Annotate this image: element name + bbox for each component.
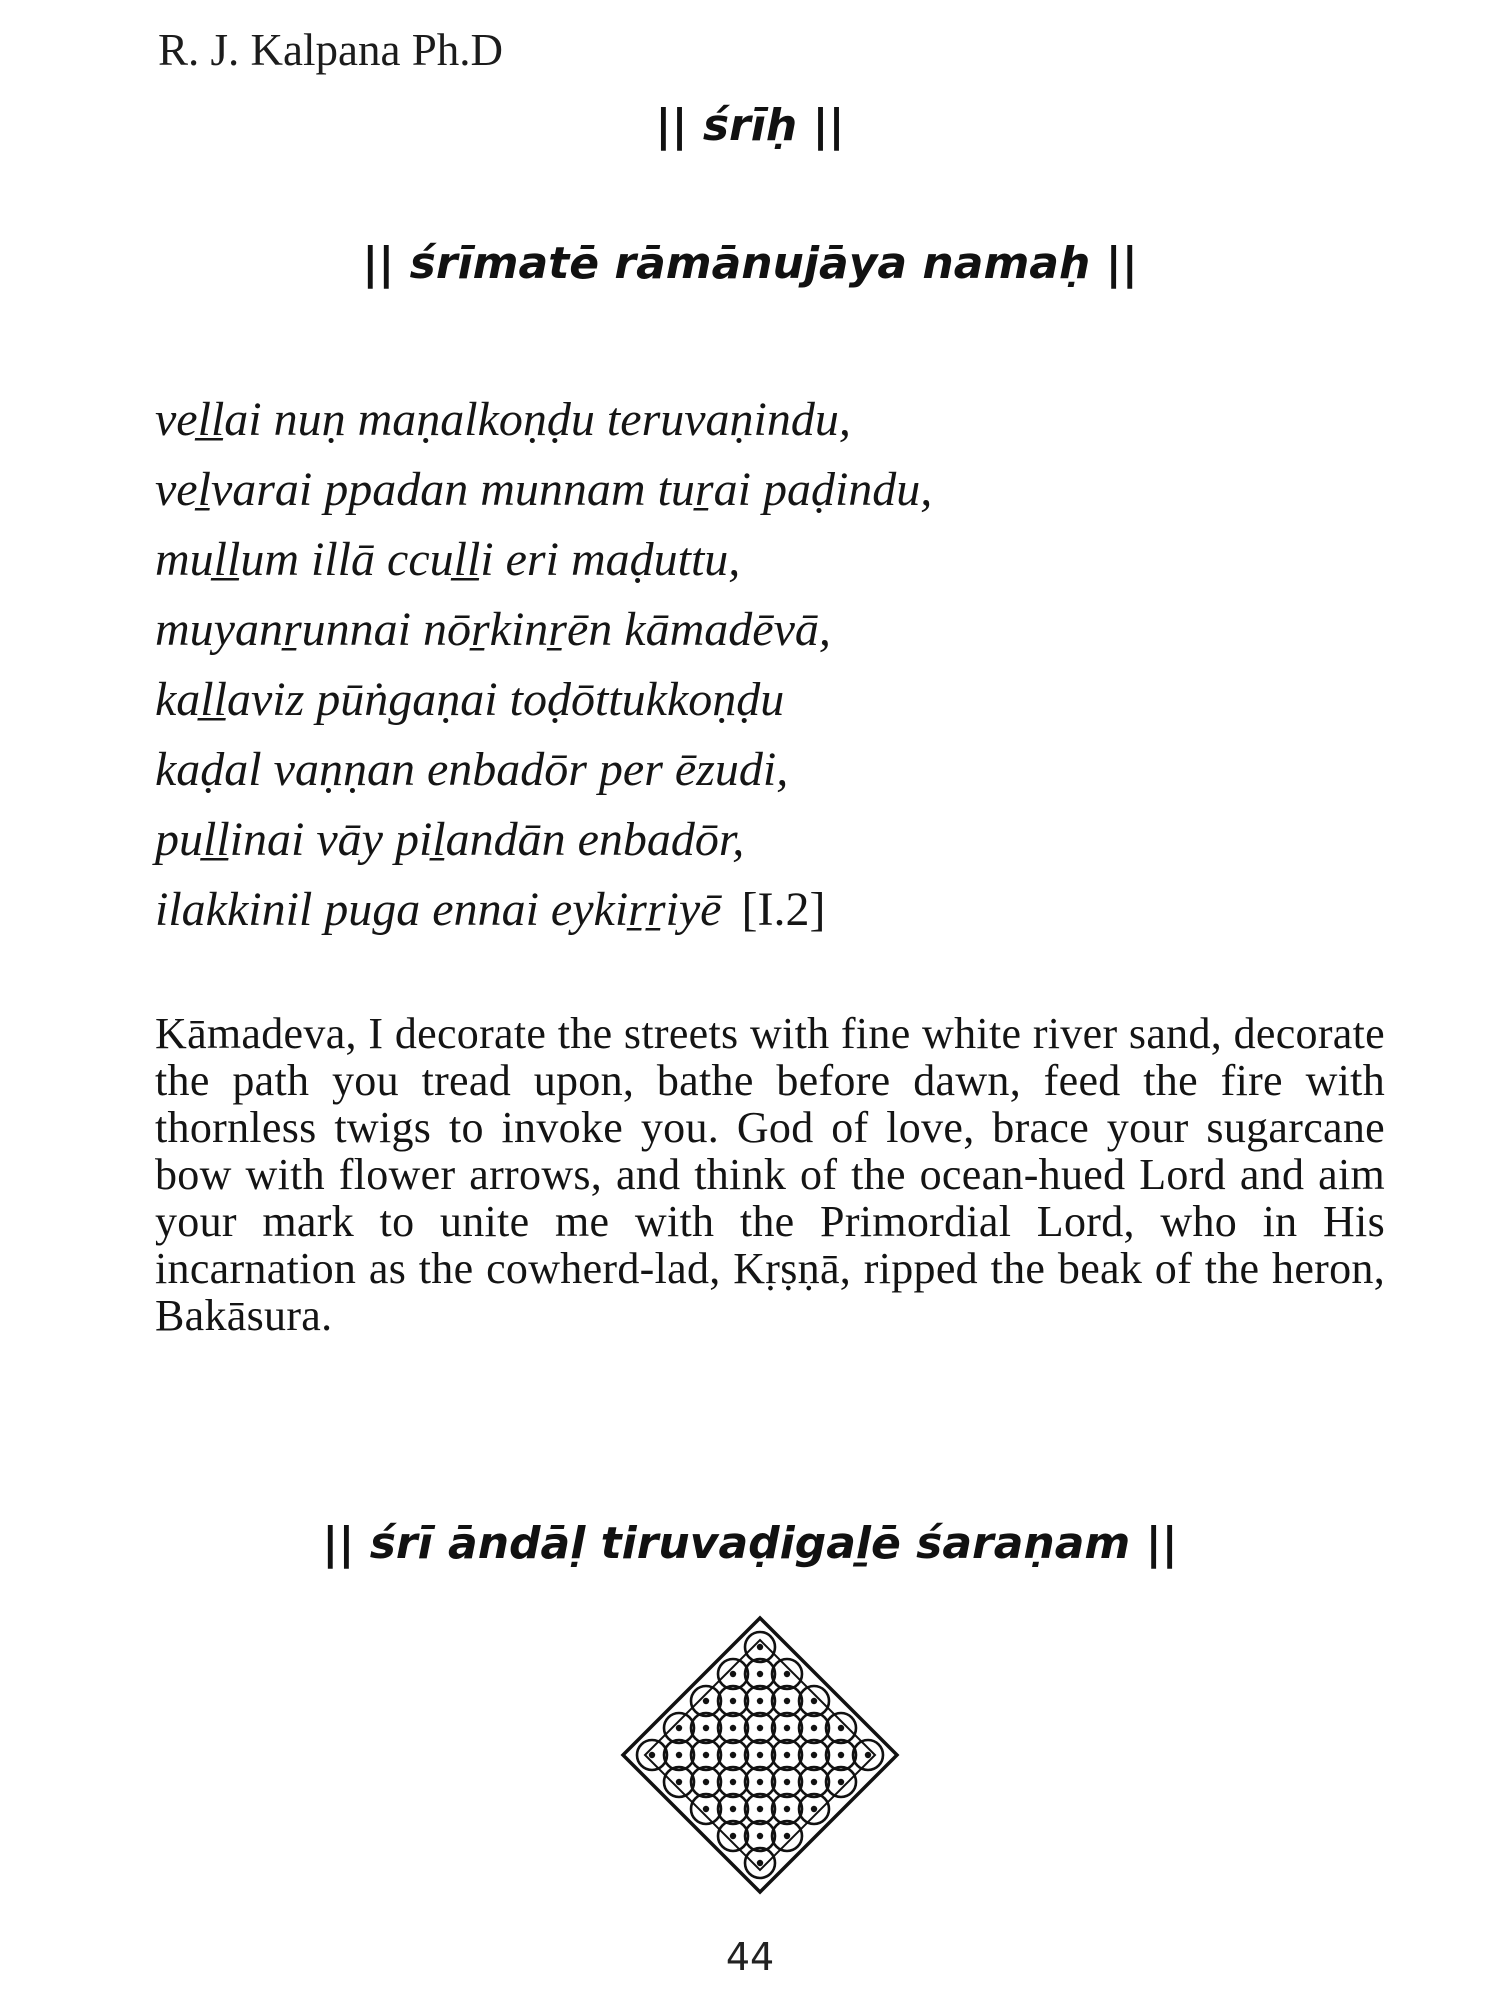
translation-paragraph: Kāmadeva, I decorate the streets with fine white river sand, decorate the path you tread upon, bathe before dawn, feed the fire with thornless twigs to invoke you. God of love, brace your sugarcane bow with flower arrows, and think of the ocean-hued Lord and aim your mark to unite me with the Primordial Lord, who in His incarnation as the cowherd-lad, Kṛṣṇā, ripped the beak of the heron, Bakāsura.: [155, 1009, 1385, 1340]
invocation-closing: || śrī āndāḷ tiruvaḍigaḻē śaraṇam ||: [322, 1518, 1178, 1569]
kolam-dot: [811, 1752, 817, 1758]
kolam-dot: [703, 1725, 709, 1731]
page-number: 44: [725, 1935, 775, 1979]
kolam-dot: [757, 1833, 763, 1839]
invocation-ramanuja: || śrīmatē rāmānujāya namaḥ ||: [362, 238, 1138, 289]
kolam-dot: [811, 1725, 817, 1731]
kolam-dot: [730, 1806, 736, 1812]
kolam-dot: [811, 1698, 817, 1704]
kolam-dot: [784, 1779, 790, 1785]
kolam-dot: [676, 1779, 682, 1785]
verse-line: veḻḻai nuṇ maṇalkoṇḍu teruvaṇindu,: [155, 393, 851, 446]
verse-line-text: ilakkinil puga ennai eykiṟṟiyē: [155, 883, 722, 936]
verse-line: kaḻḻaviz pūṅgaṇai toḍōttukkoṇḍu: [155, 673, 785, 726]
kolam-dot: [865, 1752, 871, 1758]
kolam-dot: [757, 1806, 763, 1812]
kolam-dot: [784, 1806, 790, 1812]
kolam-dot: [757, 1698, 763, 1704]
kolam-icon: [615, 1610, 905, 1900]
kolam-dot: [757, 1860, 763, 1866]
kolam-dot: [649, 1752, 655, 1758]
kolam-dot: [730, 1698, 736, 1704]
kolam-dot: [811, 1779, 817, 1785]
kolam-dot: [757, 1725, 763, 1731]
kolam-dot: [757, 1644, 763, 1650]
verse-line: veḻvarai ppadan munnam tuṟai paḍindu,: [155, 463, 933, 516]
kolam-dot: [730, 1671, 736, 1677]
kolam-dot: [784, 1833, 790, 1839]
invocation-srih: || śrīḥ ||: [655, 100, 845, 151]
verse-line: muḻḻum illā ccuḻḻi eri maḍuttu,: [155, 533, 741, 586]
kolam-dot: [784, 1671, 790, 1677]
english-translation: [155, 1010, 1385, 1339]
kolam-dot: [703, 1752, 709, 1758]
kolam-dot: [811, 1806, 817, 1812]
kolam-dot: [784, 1752, 790, 1758]
verse-reference: [I.2]: [741, 883, 826, 936]
kolam-dot: [757, 1779, 763, 1785]
kolam-dot: [730, 1752, 736, 1758]
kolam-dot: [703, 1779, 709, 1785]
kolam-dot: [703, 1806, 709, 1812]
verse-line: muyanṟunnai nōṟkinṟēn kāmadēvā,: [155, 603, 831, 656]
kolam-dot: [784, 1698, 790, 1704]
verse-line-last: [155, 875, 1355, 945]
kolam-dot: [757, 1752, 763, 1758]
kolam-dot: [730, 1725, 736, 1731]
verse-line: kaḍal vaṇṇan enbadōr per ēzudi,: [155, 743, 789, 796]
author-header: R. J. Kalpana Ph.D: [158, 25, 503, 75]
kolam-dot: [784, 1725, 790, 1731]
kolam-dot: [838, 1725, 844, 1731]
kolam-dot: [676, 1752, 682, 1758]
kolam-dot: [757, 1671, 763, 1677]
kolam-dot: [730, 1779, 736, 1785]
kolam-dot: [676, 1725, 682, 1731]
kolam-dot: [730, 1833, 736, 1839]
kolam-dot: [703, 1698, 709, 1704]
verse-line: puḻḻinai vāy piḻandān enbadōr,: [155, 813, 745, 866]
kolam-dot: [838, 1779, 844, 1785]
kolam-dot: [838, 1752, 844, 1758]
tamil-verse: [155, 385, 1355, 945]
